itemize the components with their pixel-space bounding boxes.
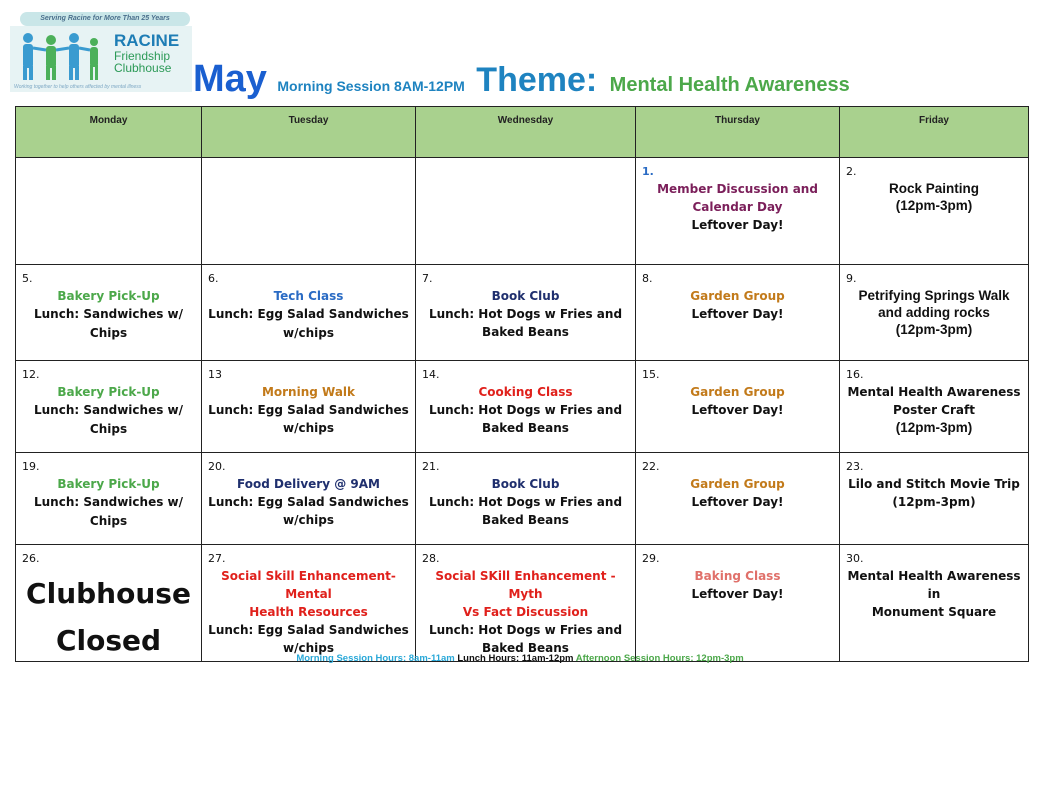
- event-line: Baked Beans: [482, 641, 569, 655]
- day-cell: [202, 361, 416, 453]
- logo-sub: [114, 50, 171, 74]
- event-line: Leftover Day!: [691, 307, 784, 321]
- event-line: w/chips: [283, 513, 334, 527]
- day-number: 6.: [208, 272, 219, 285]
- event-line: Lunch: Hot Dogs w Fries and: [428, 403, 623, 417]
- event-line: (12pm-3pm): [895, 322, 973, 337]
- day-cell: [416, 265, 636, 361]
- week-row: [16, 453, 1029, 545]
- hours-footer-segment: Morning Session Hours: 8am-11am: [296, 653, 458, 664]
- event-line: Garden Group: [690, 477, 785, 491]
- day-cell: [840, 453, 1029, 545]
- event-line: Lunch: Hot Dogs w Fries and: [428, 307, 623, 321]
- event-line: Lunch: Egg Salad Sandwiches: [208, 495, 409, 509]
- hours-footer: [0, 653, 1040, 664]
- day-number: 1.: [642, 165, 654, 178]
- day-cell: [416, 453, 636, 545]
- calendar-body: [16, 158, 1029, 662]
- event-line: w/chips: [283, 641, 334, 655]
- day-number: 14.: [422, 368, 440, 381]
- event-line: Cooking Class: [478, 385, 573, 399]
- event-line: Lunch: Sandwiches w/ Chips: [33, 403, 184, 436]
- theme-label: Theme:: [476, 61, 598, 99]
- day-cell: [416, 158, 636, 265]
- event-line: Lunch: Egg Salad Sandwiches: [208, 403, 409, 417]
- weekday-header: Tuesday: [202, 107, 416, 158]
- event-line: Tech Class: [273, 289, 344, 303]
- event-line: Social Skill Enhancement-Mental: [221, 569, 396, 601]
- event-line: Lunch: Hot Dogs w Fries and: [428, 495, 623, 509]
- day-cell: [636, 361, 840, 453]
- day-number: 23.: [846, 460, 864, 473]
- day-number: 16.: [846, 368, 864, 381]
- event-line: Social SKill Enhancement - Myth: [435, 569, 616, 601]
- week-row: [16, 545, 1029, 662]
- day-cell: [636, 545, 840, 662]
- event-line: (12pm-3pm): [892, 495, 976, 509]
- logo-tagline: Working together to help others affected by mental illness: [14, 84, 142, 90]
- event-line: Garden Group: [690, 385, 785, 399]
- day-cell: [16, 265, 202, 361]
- event-line: Bakery Pick-Up: [57, 477, 160, 491]
- hours-footer-segment: Afternoon Session Hours: 12pm-3pm: [575, 653, 744, 664]
- day-cell: [416, 545, 636, 662]
- week-row: [16, 158, 1029, 265]
- event-line: Book Club: [491, 477, 560, 491]
- day-cell: [202, 545, 416, 662]
- event-line: (12pm-3pm): [895, 198, 973, 213]
- event-line: Book Club: [491, 289, 560, 303]
- day-cell: [16, 453, 202, 545]
- day-number: 28.: [422, 552, 440, 565]
- day-cell: [16, 545, 202, 662]
- logo-sub-line1: Friendship: [114, 49, 171, 63]
- weekday-header-row: [16, 107, 1029, 158]
- clubhouse-logo: [10, 12, 192, 92]
- month-title: May: [193, 58, 267, 100]
- day-cell: [202, 158, 416, 265]
- day-number: 15.: [642, 368, 660, 381]
- event-line: Vs Fact Discussion: [462, 605, 589, 619]
- day-cell: [202, 265, 416, 361]
- day-cell: [840, 158, 1029, 265]
- day-cell: [202, 453, 416, 545]
- day-number: 5.: [22, 272, 33, 285]
- day-cell: [16, 158, 202, 265]
- logo-sub-line2: Clubhouse: [114, 61, 172, 75]
- day-cell: [636, 158, 840, 265]
- event-line: Baked Beans: [482, 325, 569, 339]
- weekday-header: Wednesday: [416, 107, 636, 158]
- logo-name: RACINE: [114, 31, 180, 50]
- event-line: Food Delivery @ 9AM: [237, 477, 380, 491]
- event-line: Bakery Pick-Up: [57, 385, 160, 399]
- event-line: Lunch: Sandwiches w/ Chips: [33, 495, 184, 528]
- people-figures-icon: [14, 30, 104, 82]
- day-number: 26.: [22, 552, 40, 565]
- event-line: Calendar Day: [692, 200, 783, 214]
- day-cell: [840, 265, 1029, 361]
- hours-footer-segment: Lunch Hours: 11am-12pm: [457, 653, 576, 664]
- day-number: 13: [208, 368, 222, 381]
- event-line: Baking Class: [694, 569, 781, 583]
- day-cell: [840, 545, 1029, 662]
- theme-value: Mental Health Awareness: [609, 74, 850, 96]
- event-line: Poster Craft: [893, 403, 975, 417]
- day-number: 27.: [208, 552, 226, 565]
- event-line: Petrifying Springs Walk: [858, 288, 1010, 303]
- day-number: 12.: [22, 368, 40, 381]
- day-cell: [840, 361, 1029, 453]
- day-number: 7.: [422, 272, 433, 285]
- event-line: Lunch: Hot Dogs w Fries and: [428, 623, 623, 637]
- day-cell: [636, 453, 840, 545]
- event-line: Leftover Day!: [691, 495, 784, 509]
- event-line: Morning Walk: [261, 385, 356, 399]
- day-number: 9.: [846, 272, 857, 285]
- event-line: (12pm-3pm): [895, 420, 973, 435]
- event-line: Lilo and Stitch Movie Trip: [848, 477, 1020, 491]
- week-row: [16, 265, 1029, 361]
- session-hours: Morning Session 8AM-12PM: [277, 78, 465, 94]
- event-line: Health Resources: [249, 605, 368, 619]
- event-line: Baked Beans: [482, 421, 569, 435]
- day-number: 30.: [846, 552, 864, 565]
- event-line: Lunch: Egg Salad Sandwiches: [208, 623, 409, 637]
- event-line: Bakery Pick-Up: [57, 289, 160, 303]
- event-line: Leftover Day!: [691, 218, 784, 232]
- event-line: Mental Health Awareness: [847, 385, 1021, 399]
- weekday-header: Monday: [16, 107, 202, 158]
- event-line: w/chips: [283, 421, 334, 435]
- closed-notice: Clubhouse: [26, 577, 191, 610]
- weekday-header: Thursday: [636, 107, 840, 158]
- event-line: Mental Health Awareness in: [847, 569, 1021, 601]
- event-line: Lunch: Egg Salad Sandwiches: [208, 307, 409, 321]
- event-line: Lunch: Sandwiches w/ Chips: [33, 307, 184, 340]
- day-number: 19.: [22, 460, 40, 473]
- day-number: 29.: [642, 552, 660, 565]
- closed-notice: Closed: [55, 624, 162, 657]
- logo-banner: Serving Racine for More Than 25 Years: [20, 12, 190, 26]
- event-line: and adding rocks: [878, 305, 990, 320]
- day-number: 2.: [846, 165, 857, 178]
- calendar-table: [15, 106, 1029, 662]
- event-line: Baked Beans: [482, 513, 569, 527]
- day-cell: [416, 361, 636, 453]
- event-line: Rock Painting: [888, 181, 979, 196]
- week-row: [16, 361, 1029, 453]
- event-line: Member Discussion and: [657, 182, 818, 196]
- event-line: Garden Group: [690, 289, 785, 303]
- event-line: w/chips: [283, 326, 334, 340]
- event-line: Leftover Day!: [691, 403, 784, 417]
- day-number: 20.: [208, 460, 226, 473]
- event-line: Leftover Day!: [691, 587, 784, 601]
- day-number: 22.: [642, 460, 660, 473]
- event-line: Monument Square: [871, 605, 997, 619]
- weekday-header: Friday: [840, 107, 1029, 158]
- day-number: 8.: [642, 272, 653, 285]
- day-number: 21.: [422, 460, 440, 473]
- day-cell: [636, 265, 840, 361]
- calendar-header: [193, 58, 850, 104]
- day-cell: [16, 361, 202, 453]
